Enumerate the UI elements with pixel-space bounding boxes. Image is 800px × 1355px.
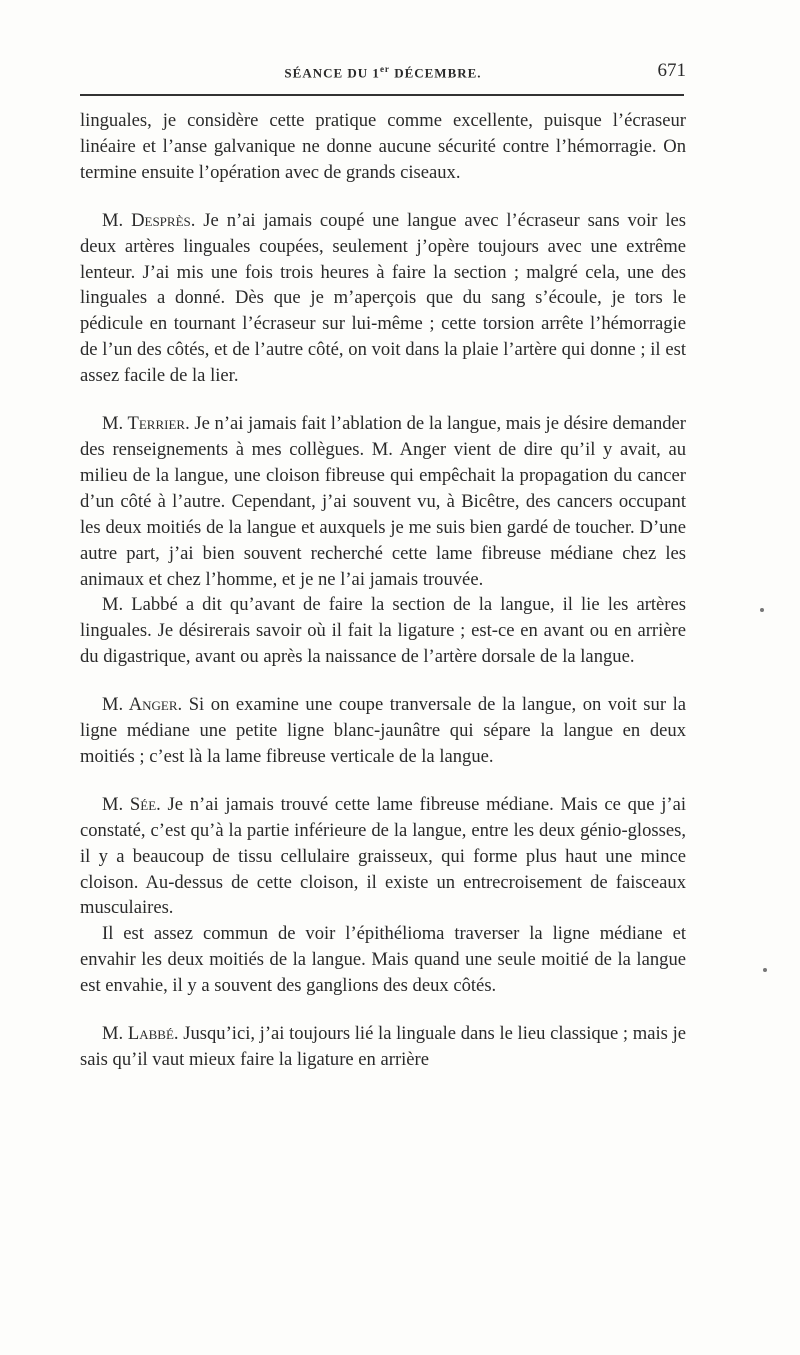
paragraph-text: Jusqu’ici, j’ai toujours lié la linguale dans le lieu classique ; mais je sais qu’il vaut mieux faire la ligature en arrière: [80, 1023, 686, 1070]
paragraph-text: M. Labbé a dit qu’avant de faire la section de la langue, il lie les artères linguales. Je désirerais savoir où il fait la ligature ; est-ce en avant ou en arrière du digastrique, avant ou après la naissance de l’artère dorsale de la langue.: [80, 594, 686, 668]
paragraph-text: Il est assez commun de voir l’épithélioma traverser la ligne médiane et envahir les deux moitiés de la langue. Mais quand une seule moitié de la langue est envahie, il y a souvent des ganglions des deux côtés.: [80, 923, 686, 997]
paragraph: [80, 692, 686, 770]
paragraph-text: Je n’ai jamais coupé une langue avec l’écraseur sans voir les deux artères linguales coupées, seulement j’opère toujours avec une extrême lenteur. J’ai mis une fois trois heures à faire la section ; malgré cela, une des linguales a donné. Dès que je m’aperçois que du sang s’écoule, je tors le pédicule en tournant l’écraseur sur lui-même ; cette torsion arrête l’hémorragie de l’un des côtés, et de l’autre côté, on voit dans la plaie l’artère qui donne ; il est assez facile de la lier.: [80, 209, 686, 387]
running-title-pre: SÉANCE DU 1: [284, 65, 380, 81]
paragraph-text: Je n’ai jamais fait l’ablation de la langue, mais je désire demander des renseignements à mes collègues. M. Anger vient de dire qu’il y avait, au milieu de la langue, une cloison fibreuse qui empêchait la propagation du cancer d’un côté à l’autre. Cependant, j’ai souvent vu, à Bicêtre, des cancers occupant les deux moitiés de la langue et auxquels je me suis bien gardé de toucher. D’une autre part, j’ai bien souvent recherché cette lame fibreuse médiane chez les animaux et chez l’homme, et je ne l’ai jamais trouvée.: [80, 413, 686, 590]
page-number: 671: [657, 60, 686, 81]
speaker-name: M. Sée.: [102, 793, 161, 815]
paper-speck: [763, 968, 767, 972]
running-title-post: DÉCEMBRE.: [389, 65, 482, 81]
paragraph: [80, 921, 686, 999]
speaker-name: M. Terrier.: [102, 413, 190, 435]
paragraph-text: Je n’ai jamais trouvé cette lame fibreuse médiane. Mais ce que j’ai constaté, c’est qu’à la partie inférieure de la langue, entre les deux génio-glosses, il y a beaucoup de tissu cellulaire graisseux, qui forme plus haut une mince cloison. Au-dessus de cette cloison, il existe un entrecroisement de faisceaux musculaires.: [80, 793, 686, 919]
paragraph: [80, 108, 686, 186]
running-head: [80, 60, 686, 84]
running-title-sup: er: [379, 64, 390, 74]
paragraph-text: linguales, je considère cette pratique comme excellente, puisque l’écraseur linéaire et l’anse galvanique ne donne aucune sécurité contre l’hémorragie. On termine ensuite l’opération avec de grands ciseaux.: [80, 110, 686, 183]
paragraph-text: Si on examine une coupe tranversale de la langue, on voit sur la ligne médiane une petite ligne blanc-jaunâtre qui sépare la langue en deux moitiés ; c’est là la lame fibreuse verticale de la langue.: [80, 694, 686, 767]
paper-speck: [760, 608, 764, 612]
paragraph: [80, 792, 686, 922]
speaker-name: M. Desprès.: [102, 209, 196, 231]
paragraph: [80, 1021, 686, 1073]
speaker-name: M. Anger.: [102, 694, 183, 716]
paragraph: [80, 208, 686, 389]
speaker-name: M. Labbé.: [102, 1023, 179, 1045]
body-text: [80, 108, 686, 1073]
header-rule: [80, 94, 684, 96]
paragraph: [80, 411, 686, 592]
running-title: [80, 64, 686, 81]
paragraph: [80, 592, 686, 670]
